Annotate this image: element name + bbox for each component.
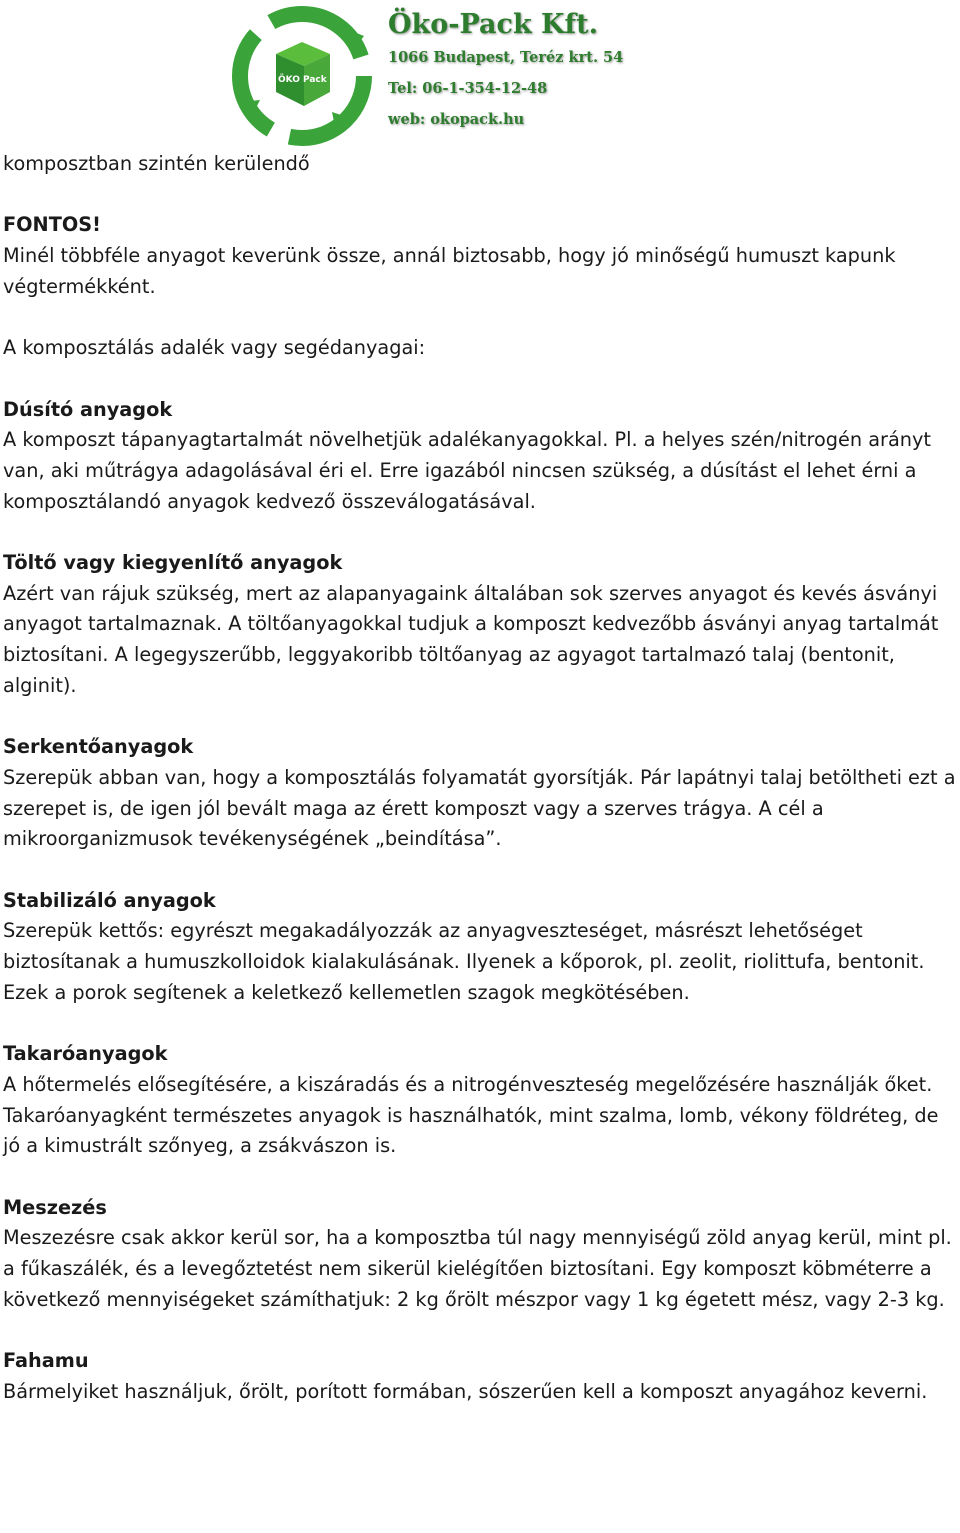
section-takaro xyxy=(3,1039,958,1162)
section-text: Szerepük abban van, hogy a komposztálás folyamatát gyorsítják. Pár lapátnyi talaj betöltheti ezt a szerepet is, de igen jól bevált maga az érett komposzt vagy a szerves trágya. A cél a mikroorganizmusok tevékenységének „beindítása”. xyxy=(3,765,956,851)
logo-text: ÖKO Pack xyxy=(278,75,327,85)
section-text: Bármelyiket használjuk, őrölt, porított formában, sószerűen kell a komposzt anyagához keverni. xyxy=(3,1379,928,1403)
section-tolto xyxy=(3,548,958,702)
section-text: A komposzt tápanyagtartalmát növelhetjük adalékanyagokkal. Pl. a helyes szén/nitrogén arányt van, aki műtrágya adagolásával éri el. Erre igazából nincsen szükség, a dúsítást el lehet érni a komposztálandó anyagok kedvező összeválogatásával. xyxy=(3,428,931,513)
section-meszezes xyxy=(3,1193,958,1316)
section-title: Dúsító anyagok xyxy=(3,397,173,421)
fontos-text: Minél többféle anyagot keverünk össze, annál biztosabb, hogy jó minőségű humuszt kapunk végtermékként. xyxy=(3,244,896,298)
company-phone: Tel: 06-1-354-12-48 xyxy=(388,80,548,97)
section-title: Fahamu xyxy=(3,1349,89,1373)
section-title: Takaróanyagok xyxy=(3,1042,168,1066)
letterhead xyxy=(0,0,960,150)
intro-line: komposztban szintén kerülendő xyxy=(3,152,310,175)
recycle-logo-icon xyxy=(232,6,372,146)
company-address: 1066 Budapest, Teréz krt. 54 xyxy=(388,49,624,66)
company-name: Öko-Pack Kft. xyxy=(388,9,599,40)
company-info xyxy=(388,8,623,135)
document-body xyxy=(3,149,958,1408)
section-title: Meszezés xyxy=(3,1195,107,1219)
section-title: Töltő vagy kiegyenlítő anyagok xyxy=(3,551,343,575)
section-fahamu xyxy=(3,1346,958,1407)
section-stabilizalo xyxy=(3,886,958,1009)
section-text: A hőtermelés elősegítésére, a kiszáradás és a nitrogénveszteség megelőzésére használják őket. Takaróanyagként természetes anyagok is használhatók, mint szalma, lomb, vékony földréteg, de jó a kimustrált szőnyeg, a zsákvászon is. xyxy=(3,1072,939,1158)
section-dusito xyxy=(3,395,958,518)
section-text: Meszezésre csak akkor kerül sor, ha a komposztba túl nagy mennyiségű zöld anyag kerül, mint pl. a fűkaszálék, és a levegőztetést nem sikerül kielégítően biztosítani. Egy komposzt köbméterre a következő mennyiségeket számíthatjuk: 2 kg őrölt mészpor vagy 1 kg égetett mész, vagy 2-3 kg. xyxy=(3,1226,952,1311)
okopack-logo xyxy=(232,6,372,146)
section-title: Stabilizáló anyagok xyxy=(3,888,216,912)
section-title: Serkentőanyagok xyxy=(3,735,194,759)
company-website: web: okopack.hu xyxy=(388,111,525,128)
section-text: Szerepük kettős: egyrészt megakadályozzák az anyagveszteséget, másrészt lehetőséget biztosítanak a humuszkolloidok kialakulásának. Ilyenek a kőporok, pl. zeolit, riolittufa, bentonit. Ezek a porok segítenek a keletkező kellemetlen szagok megkötésében. xyxy=(3,919,925,1004)
additives-intro: A komposztálás adalék vagy segédanyagai: xyxy=(3,336,426,360)
section-serkento xyxy=(3,732,958,855)
section-text: Azért van rájuk szükség, mert az alapanyagaink általában sok szerves anyagot és kevés ásványi anyagot tartalmaznak. A töltőanyagokkal tudjuk a komposzt kedvezőbb ásványi anyag tartalmát biztosítani. A legegyszerűbb, leggyakoribb töltőanyag az agyagot tartalmazó talaj (bentonit, alginit). xyxy=(3,581,939,697)
fontos-block xyxy=(3,210,958,302)
fontos-title: FONTOS! xyxy=(3,213,101,237)
